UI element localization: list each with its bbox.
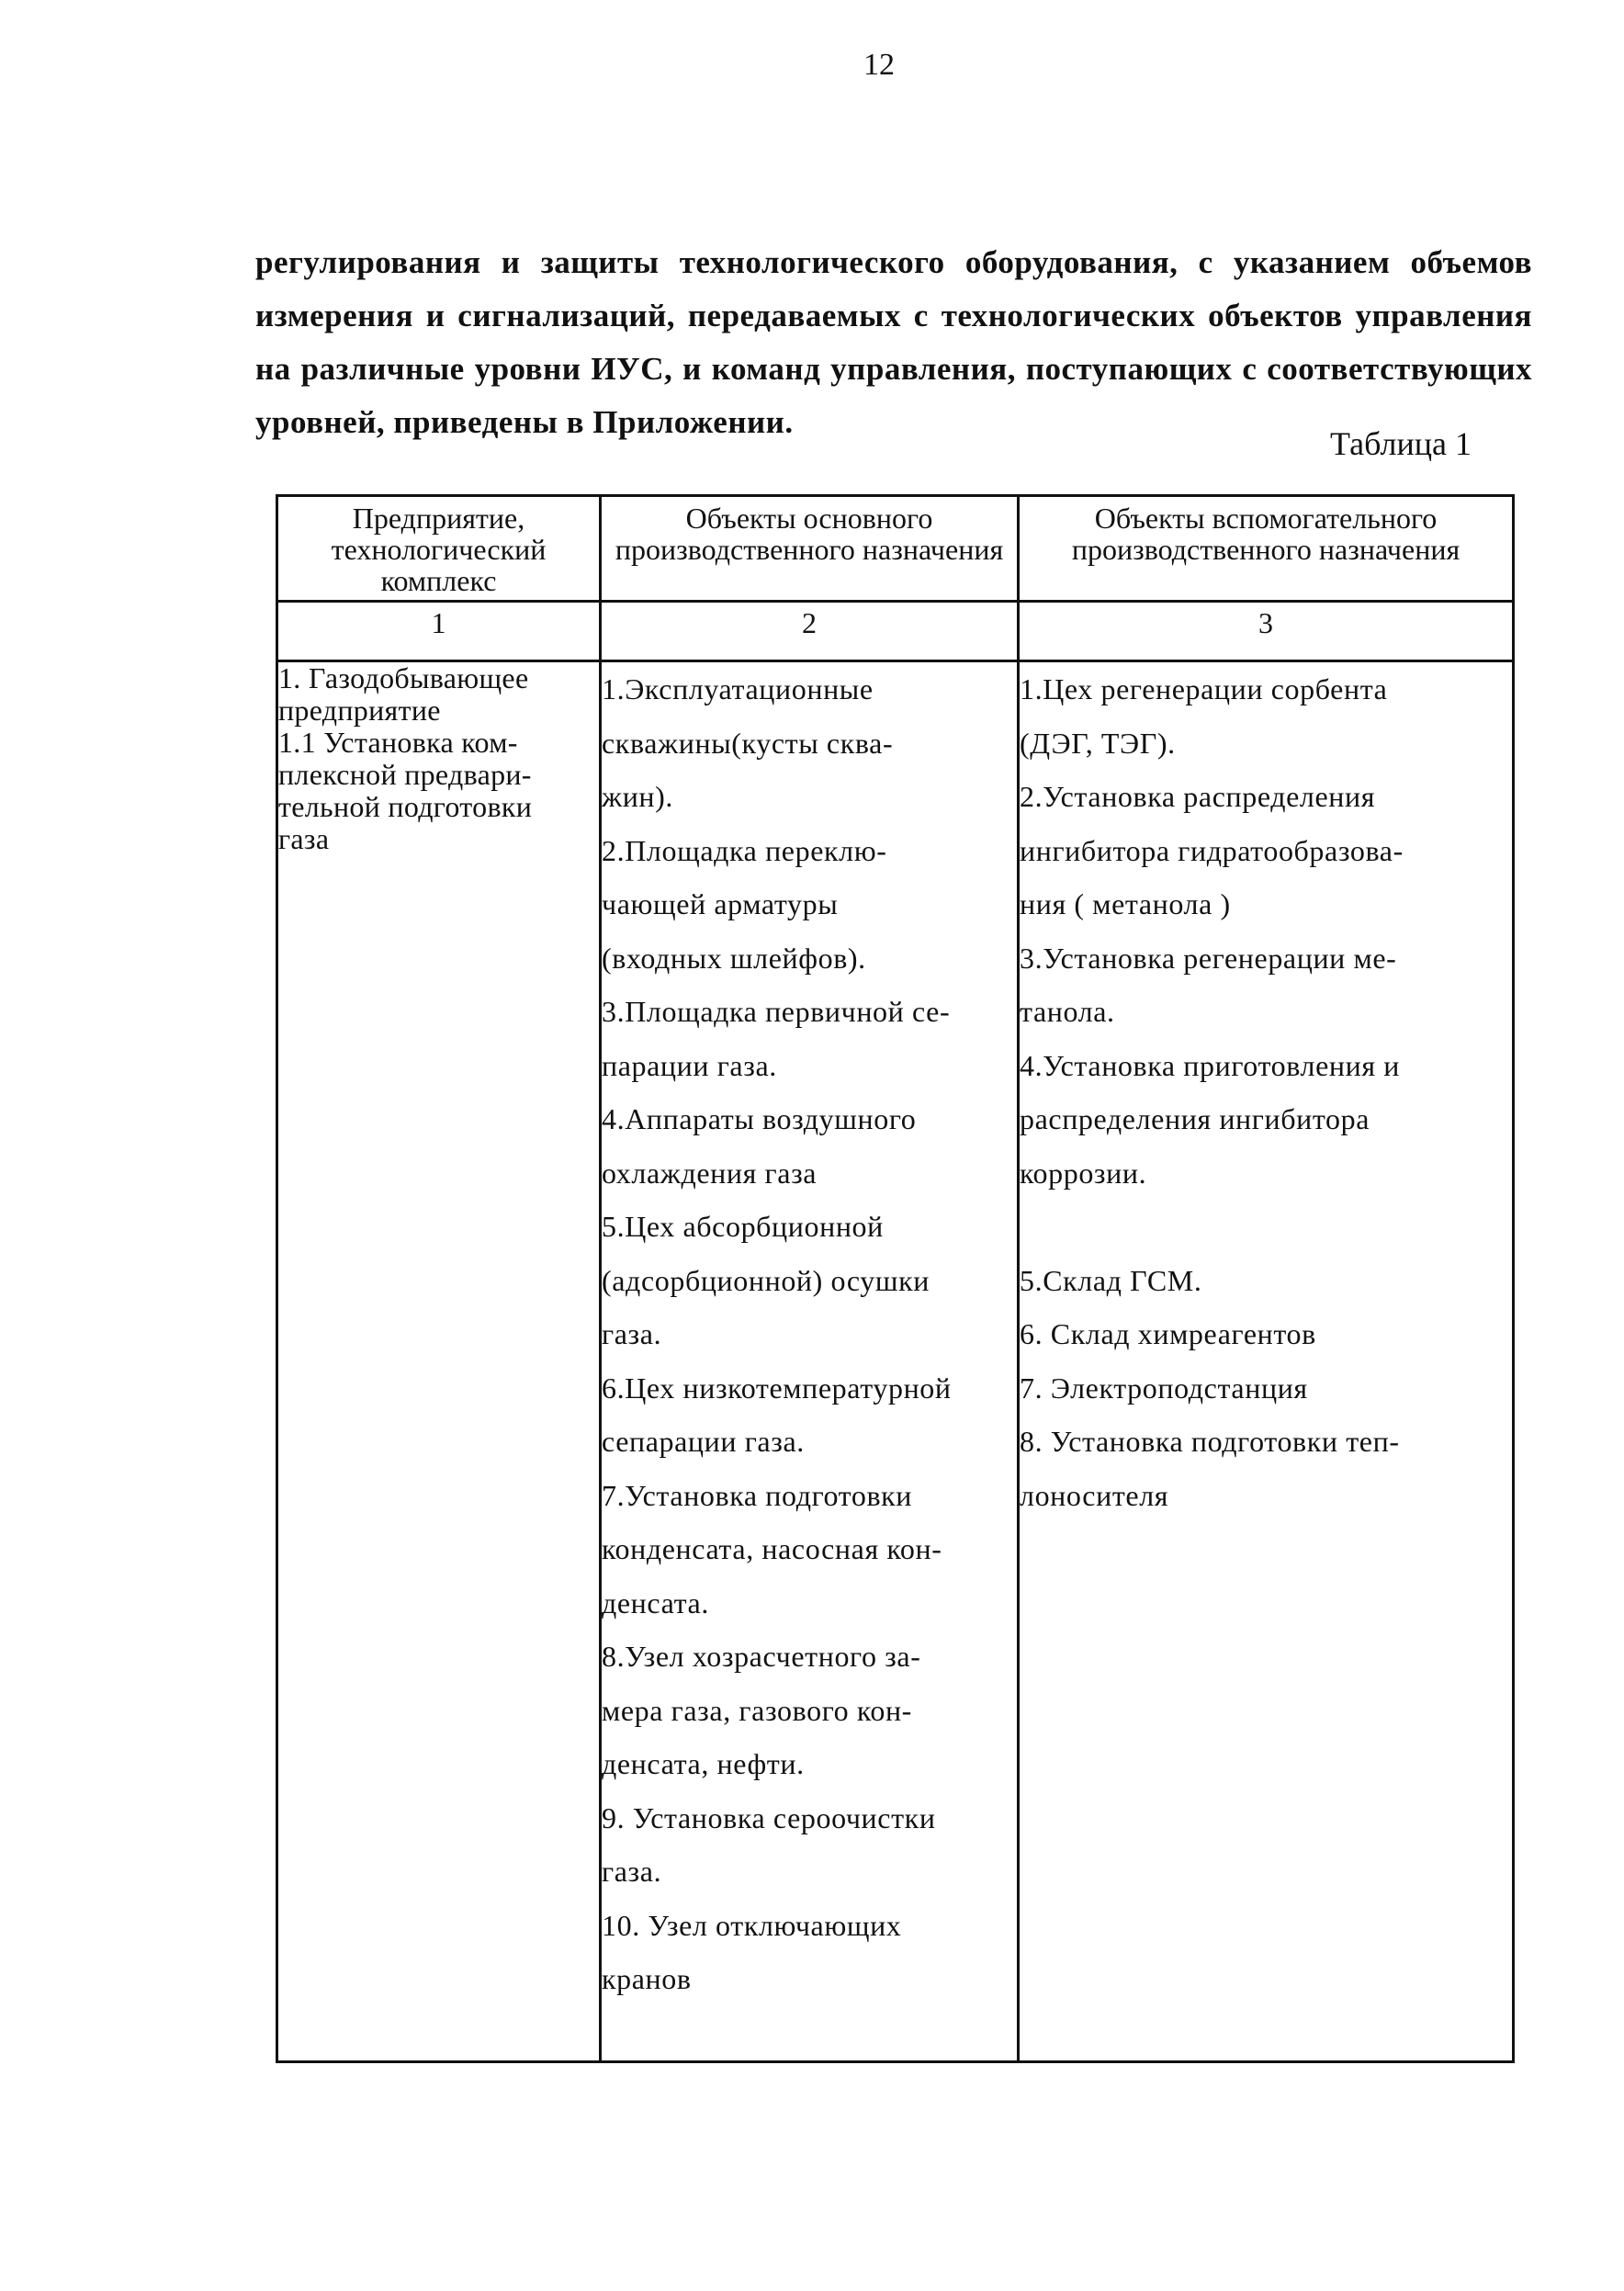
list-item: охлаждения газа — [602, 1156, 818, 1190]
table-header-row — [277, 496, 1514, 602]
objects-table — [276, 494, 1515, 2063]
list-item: сепарации газа. — [602, 1425, 805, 1458]
list-item: 1. Газодобывающее — [278, 661, 529, 694]
list-item: коррозии. — [1020, 1156, 1147, 1190]
page-number: 12 — [863, 48, 895, 82]
list-item: 8.Узел хозрасчетного за- — [602, 1640, 921, 1673]
table-caption: Таблица 1 — [1330, 425, 1472, 462]
column-number-row — [277, 602, 1514, 661]
main-objects-list — [602, 662, 1017, 2006]
list-item: газа — [278, 822, 330, 855]
list-item: танола. — [1020, 995, 1115, 1028]
list-item: 1.1 Установка ком- — [278, 726, 518, 759]
list-item: денсата. — [602, 1586, 709, 1620]
aux-objects-list — [1020, 662, 1512, 1522]
list-item: 10. Узел отключающих — [602, 1908, 902, 1942]
list-item: лоносителя — [1020, 1478, 1169, 1512]
list-item: денсата, нефти. — [602, 1747, 805, 1780]
list-item: 2.Установка распределения — [1020, 780, 1376, 813]
list-item: (входных шлейфов). — [602, 941, 866, 975]
list-item: плексной предвари- — [278, 758, 532, 791]
list-item: 3.Установка регенерации ме- — [1020, 941, 1397, 975]
list-item: 7. Электроподстанция — [1020, 1371, 1308, 1405]
list-item: распределения ингибитора — [1020, 1102, 1370, 1135]
list-item: тельной подготовки — [278, 790, 533, 823]
list-item: жин). — [602, 780, 674, 813]
aux-objects-cell — [1019, 661, 1514, 2062]
list-item: 7.Установка подготовки — [602, 1478, 913, 1512]
list-item: 6. Склад химреагентов — [1020, 1317, 1316, 1350]
list-item: газа. — [602, 1855, 662, 1888]
main-objects-cell — [601, 661, 1019, 2062]
list-item: 3.Площадка первичной се- — [602, 995, 951, 1028]
list-item: 2.Площадка переклю- — [602, 833, 887, 867]
header-aux-objects: Объекты вспомогательного производственного назначения — [1019, 496, 1514, 602]
list-item: 1.Эксплуатационные — [602, 672, 874, 705]
list-item: 1.Цех регенерации сорбента — [1020, 672, 1388, 705]
list-item: 6.Цех низкотемпературной — [602, 1371, 952, 1405]
column-number: 3 — [1019, 602, 1514, 661]
list-item: чающей арматуры — [602, 887, 839, 920]
intro-paragraph: регулирования и защиты технологического оборудования, с указанием объемов измерения и сигнализаций, передаваемых с технологических объектов управления на различные уровни ИУС, и команд управления, поступающих с соответствующих уровней, приведены в Приложении. — [255, 244, 1532, 440]
enterprise-cell — [277, 661, 601, 2062]
list-item: ния ( метанола ) — [1020, 887, 1231, 920]
column-number: 1 — [277, 602, 601, 661]
list-item: 5.Склад ГСМ. — [1020, 1263, 1202, 1297]
list-item: (адсорбционной) осушки — [602, 1263, 930, 1297]
header-main-objects: Объекты основного производственного назначения — [601, 496, 1019, 602]
list-spacer — [1020, 1200, 1512, 1254]
list-item: предприятие — [278, 694, 441, 727]
list-item: 4.Аппараты воздушного — [602, 1102, 917, 1135]
list-item: мера газа, газового кон- — [602, 1693, 912, 1727]
list-item: конденсата, насосная кон- — [602, 1532, 942, 1565]
list-item: ингибитора гидратообразова- — [1020, 833, 1404, 867]
column-number: 2 — [601, 602, 1019, 661]
list-item: парации газа. — [602, 1048, 777, 1082]
list-item: 5.Цех абсорбционной — [602, 1210, 884, 1243]
list-item: 8. Установка подготовки теп- — [1020, 1425, 1400, 1458]
header-enterprise: Предприятие, технологический комплекс — [277, 496, 601, 602]
table-row — [277, 661, 1514, 2062]
list-item: 4.Установка приготовления и — [1020, 1048, 1400, 1082]
list-item: 9. Установка сероочистки — [602, 1800, 936, 1834]
list-item: скважины(кусты сква- — [602, 726, 894, 760]
list-item: газа. — [602, 1317, 662, 1350]
list-item: кранов — [602, 1962, 692, 1995]
list-item: (ДЭГ, ТЭГ). — [1020, 726, 1176, 760]
